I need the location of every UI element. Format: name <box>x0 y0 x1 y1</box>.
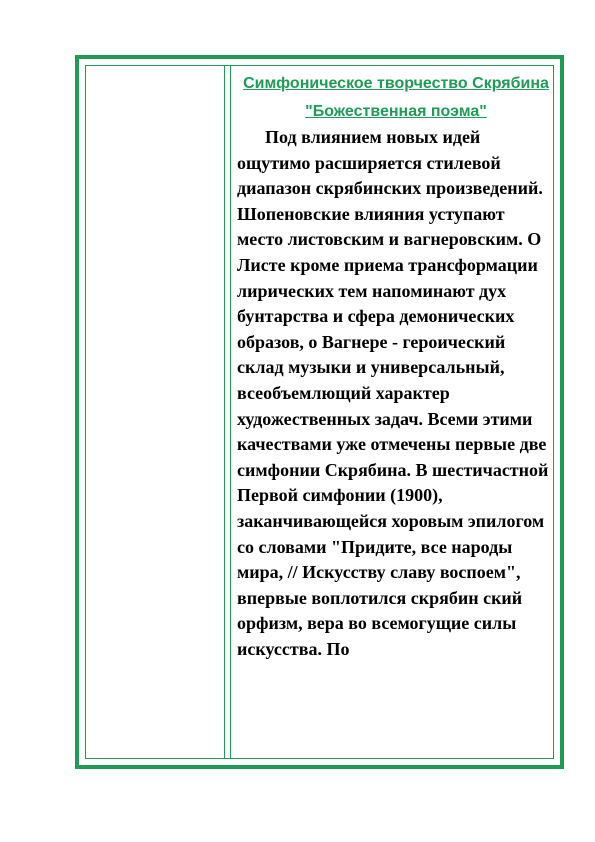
text-column <box>237 73 555 662</box>
page-border-frame <box>75 55 564 769</box>
empty-left-column <box>86 66 224 758</box>
column-divider-right <box>230 65 231 759</box>
body-paragraph: Под влиянием новых идей ощутимо расширяется стилевой диапазон скрябинских произведений. Шопеновские влияния уступают место листовским и вагнеровским. О Листе кроме приема трансформации лирических тем напоминают дух бунтарства и сфера демонических образов, о Вагнере - героический склад музыки и универсальный, всеобъемлющий характер художественных задач. Всеми этими качествами уже отмечены первые две симфонии Скрябина. В шестичастной Первой симфонии (1900), заканчивающейся хоровым эпилогом со словами "Придите, все народы мира, // Искусству славу воспоем", впервые воплотился скрябин ский орфизм, вера во всемогущие силы искусства. По <box>237 127 549 659</box>
document-title: Симфоническое творчество Скрябина <box>243 75 549 92</box>
document-subtitle: "Божественная поэма" <box>305 103 487 120</box>
column-divider-left <box>224 65 225 759</box>
